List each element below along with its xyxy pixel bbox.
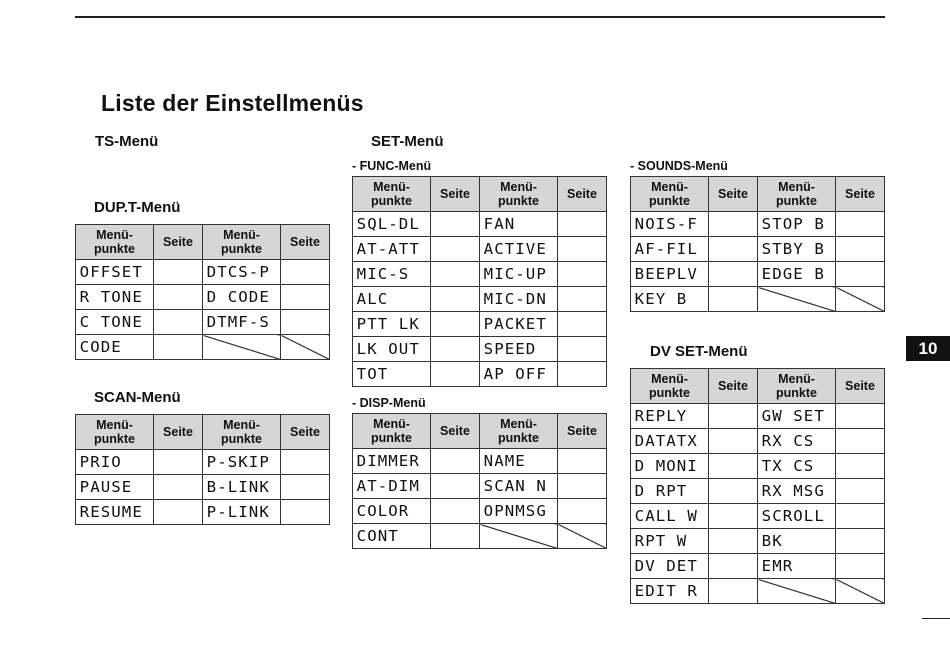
page-cell xyxy=(154,310,203,335)
column-header-items: Menü- punkte xyxy=(76,415,154,450)
column-header-items: Menü- punkte xyxy=(203,225,281,260)
column-header-page: Seite xyxy=(281,225,330,260)
menu-item-cell: TX CS xyxy=(758,454,840,479)
menu-item-cell: P-SKIP xyxy=(203,450,285,475)
page-cell xyxy=(836,504,885,529)
disp-menu-table xyxy=(352,413,607,549)
column-header-items: Menü- punkte xyxy=(76,225,154,260)
column-header-page: Seite xyxy=(431,414,480,449)
page-cell xyxy=(558,474,607,499)
menu-item-cell: PACKET xyxy=(480,312,562,337)
top-rule xyxy=(75,16,885,18)
page-cell xyxy=(154,450,203,475)
table-header-row xyxy=(631,177,885,212)
menu-item-cell: CONT xyxy=(353,524,435,549)
column-header-page: Seite xyxy=(154,415,203,450)
page-cell xyxy=(431,449,480,474)
empty-cell xyxy=(203,335,281,360)
table-row xyxy=(631,237,885,262)
page-cell xyxy=(836,212,885,237)
menu-item-cell: SPEED xyxy=(480,337,562,362)
menu-item-cell: GW SET xyxy=(758,404,840,429)
page-cell xyxy=(836,479,885,504)
menu-item-cell: FAN xyxy=(480,212,562,237)
page-cell xyxy=(431,524,480,549)
page-cell xyxy=(154,260,203,285)
page-cell xyxy=(281,475,330,500)
page-cell xyxy=(281,285,330,310)
page-cell xyxy=(836,287,885,312)
page-cell xyxy=(709,504,758,529)
page-cell xyxy=(431,337,480,362)
menu-item-cell: DTCS-P xyxy=(203,260,285,285)
page-cell xyxy=(558,362,607,387)
menu-item-cell: AP OFF xyxy=(480,362,562,387)
menu-item-cell: PTT LK xyxy=(353,312,435,337)
column-header-page: Seite xyxy=(836,177,885,212)
table-row xyxy=(76,260,330,285)
page-cell xyxy=(709,237,758,262)
menu-item-cell: P-LINK xyxy=(203,500,285,525)
page-cell xyxy=(281,500,330,525)
empty-cell xyxy=(758,287,836,312)
set-menu-heading: SET-Menü xyxy=(371,133,444,150)
bottom-rule xyxy=(922,618,950,619)
page-cell xyxy=(709,287,758,312)
page-cell xyxy=(431,287,480,312)
menu-item-cell: CALL W xyxy=(631,504,713,529)
dupt-menu-heading: DUP.T-Menü xyxy=(94,199,181,216)
table-row xyxy=(353,312,607,337)
page-cell xyxy=(709,262,758,287)
column-header-page: Seite xyxy=(431,177,480,212)
chapter-tab: 10 xyxy=(906,336,950,361)
menu-item-cell: RX MSG xyxy=(758,479,840,504)
page-cell xyxy=(836,262,885,287)
page-cell xyxy=(836,529,885,554)
table-row xyxy=(76,285,330,310)
table-row xyxy=(631,404,885,429)
page-cell xyxy=(558,287,607,312)
menu-item-cell: C TONE xyxy=(76,310,158,335)
page-cell xyxy=(558,262,607,287)
menu-item-cell: EDGE B xyxy=(758,262,840,287)
menu-item-cell: BK xyxy=(758,529,840,554)
page-cell xyxy=(709,554,758,579)
table-row xyxy=(76,475,330,500)
page-cell xyxy=(431,312,480,337)
page-cell xyxy=(836,429,885,454)
table-row xyxy=(353,262,607,287)
menu-item-cell: DATATX xyxy=(631,429,713,454)
menu-item-cell: OFFSET xyxy=(76,260,158,285)
menu-item-cell: MIC-DN xyxy=(480,287,562,312)
menu-item-cell: KEY B xyxy=(631,287,713,312)
page-cell xyxy=(431,262,480,287)
table-row xyxy=(631,287,885,312)
menu-item-cell: MIC-S xyxy=(353,262,435,287)
menu-item-cell: R TONE xyxy=(76,285,158,310)
table-header-row xyxy=(76,225,330,260)
table-row xyxy=(353,287,607,312)
table-row xyxy=(353,499,607,524)
menu-item-cell: RPT W xyxy=(631,529,713,554)
page-cell xyxy=(154,500,203,525)
page-cell xyxy=(558,212,607,237)
func-menu-table xyxy=(352,176,607,387)
scan-menu-table xyxy=(75,414,330,525)
page-cell xyxy=(558,524,607,549)
table-header-row xyxy=(631,369,885,404)
menu-item-cell: NAME xyxy=(480,449,562,474)
menu-item-cell: SCROLL xyxy=(758,504,840,529)
page-cell xyxy=(558,312,607,337)
dupt-menu-table xyxy=(75,224,330,360)
column-header-items: Menü- punkte xyxy=(480,414,558,449)
table-row xyxy=(353,337,607,362)
table-row xyxy=(631,529,885,554)
page-cell xyxy=(281,335,330,360)
table-header-row xyxy=(353,414,607,449)
menu-item-cell: CODE xyxy=(76,335,158,360)
page-cell xyxy=(431,499,480,524)
menu-item-cell: DV DET xyxy=(631,554,713,579)
page-cell xyxy=(558,237,607,262)
page-cell xyxy=(281,450,330,475)
column-header-items: Menü- punkte xyxy=(480,177,558,212)
table-row xyxy=(353,474,607,499)
menu-item-cell: OPNMSG xyxy=(480,499,562,524)
table-row xyxy=(76,335,330,360)
disp-menu-heading: - DISP-Menü xyxy=(352,396,426,410)
column-header-page: Seite xyxy=(709,369,758,404)
dvset-menu-heading: DV SET-Menü xyxy=(650,343,748,360)
menu-item-cell: D RPT xyxy=(631,479,713,504)
scan-menu-heading: SCAN-Menü xyxy=(94,389,181,406)
empty-cell xyxy=(480,524,558,549)
column-header-page: Seite xyxy=(558,414,607,449)
menu-item-cell: STBY B xyxy=(758,237,840,262)
page-cell xyxy=(154,335,203,360)
table-row xyxy=(631,479,885,504)
column-header-items: Menü- punkte xyxy=(758,369,836,404)
page-cell xyxy=(154,285,203,310)
table-row xyxy=(631,454,885,479)
menu-item-cell: PRIO xyxy=(76,450,158,475)
menu-item-cell: PAUSE xyxy=(76,475,158,500)
page-cell xyxy=(558,337,607,362)
menu-item-cell: AT-ATT xyxy=(353,237,435,262)
menu-item-cell: NOIS-F xyxy=(631,212,713,237)
column-header-items: Menü- punkte xyxy=(203,415,281,450)
table-row xyxy=(631,554,885,579)
page-cell xyxy=(836,237,885,262)
menu-item-cell: DIMMER xyxy=(353,449,435,474)
table-row xyxy=(631,429,885,454)
menu-item-cell: D MONI xyxy=(631,454,713,479)
table-row xyxy=(76,450,330,475)
table-row xyxy=(76,310,330,335)
page-cell xyxy=(431,237,480,262)
column-header-items: Menü- punkte xyxy=(353,414,431,449)
menu-item-cell: BEEPLV xyxy=(631,262,713,287)
menu-item-cell: STOP B xyxy=(758,212,840,237)
page-cell xyxy=(558,449,607,474)
menu-item-cell: ACTIVE xyxy=(480,237,562,262)
page-title: Liste der Einstellmenüs xyxy=(101,90,364,116)
menu-item-cell: AF-FIL xyxy=(631,237,713,262)
page-cell xyxy=(709,479,758,504)
table-row xyxy=(353,362,607,387)
table-header-row xyxy=(76,415,330,450)
table-row xyxy=(631,212,885,237)
ts-menu-heading: TS-Menü xyxy=(95,133,159,150)
column-header-page: Seite xyxy=(709,177,758,212)
table-row xyxy=(353,212,607,237)
table-row xyxy=(353,449,607,474)
sounds-menu-table xyxy=(630,176,885,312)
column-header-items: Menü- punkte xyxy=(758,177,836,212)
page-cell xyxy=(836,579,885,604)
menu-item-cell: COLOR xyxy=(353,499,435,524)
page-cell xyxy=(709,529,758,554)
page-cell xyxy=(836,404,885,429)
table-row xyxy=(631,262,885,287)
menu-item-cell: MIC-UP xyxy=(480,262,562,287)
menu-item-cell: REPLY xyxy=(631,404,713,429)
menu-item-cell: SQL-DL xyxy=(353,212,435,237)
menu-item-cell: ALC xyxy=(353,287,435,312)
page-cell xyxy=(281,260,330,285)
menu-item-cell: DTMF-S xyxy=(203,310,285,335)
page-cell xyxy=(709,429,758,454)
menu-item-cell: LK OUT xyxy=(353,337,435,362)
page-cell xyxy=(431,212,480,237)
table-row xyxy=(631,504,885,529)
column-header-page: Seite xyxy=(558,177,607,212)
menu-item-cell: TOT xyxy=(353,362,435,387)
column-header-page: Seite xyxy=(281,415,330,450)
page-cell xyxy=(431,474,480,499)
table-header-row xyxy=(353,177,607,212)
column-header-page: Seite xyxy=(154,225,203,260)
column-header-page: Seite xyxy=(836,369,885,404)
column-header-items: Menü- punkte xyxy=(353,177,431,212)
page-cell xyxy=(281,310,330,335)
page-cell xyxy=(709,212,758,237)
table-row xyxy=(353,237,607,262)
menu-item-cell: SCAN N xyxy=(480,474,562,499)
menu-item-cell: EDIT R xyxy=(631,579,713,604)
empty-cell xyxy=(758,579,836,604)
table-row xyxy=(631,579,885,604)
page-cell xyxy=(836,554,885,579)
column-header-items: Menü- punkte xyxy=(631,369,709,404)
page-cell xyxy=(709,579,758,604)
table-row xyxy=(76,500,330,525)
menu-item-cell: B-LINK xyxy=(203,475,285,500)
page-cell xyxy=(431,362,480,387)
menu-item-cell: AT-DIM xyxy=(353,474,435,499)
menu-item-cell: EMR xyxy=(758,554,840,579)
table-row xyxy=(353,524,607,549)
dvset-menu-table xyxy=(630,368,885,604)
page-cell xyxy=(558,499,607,524)
page-cell xyxy=(709,404,758,429)
page-cell xyxy=(709,454,758,479)
menu-item-cell: RESUME xyxy=(76,500,158,525)
menu-item-cell: D CODE xyxy=(203,285,285,310)
sounds-menu-heading: - SOUNDS-Menü xyxy=(630,159,728,173)
column-header-items: Menü- punkte xyxy=(631,177,709,212)
page-cell xyxy=(154,475,203,500)
func-menu-heading: - FUNC-Menü xyxy=(352,159,432,173)
menu-item-cell: RX CS xyxy=(758,429,840,454)
page-cell xyxy=(836,454,885,479)
